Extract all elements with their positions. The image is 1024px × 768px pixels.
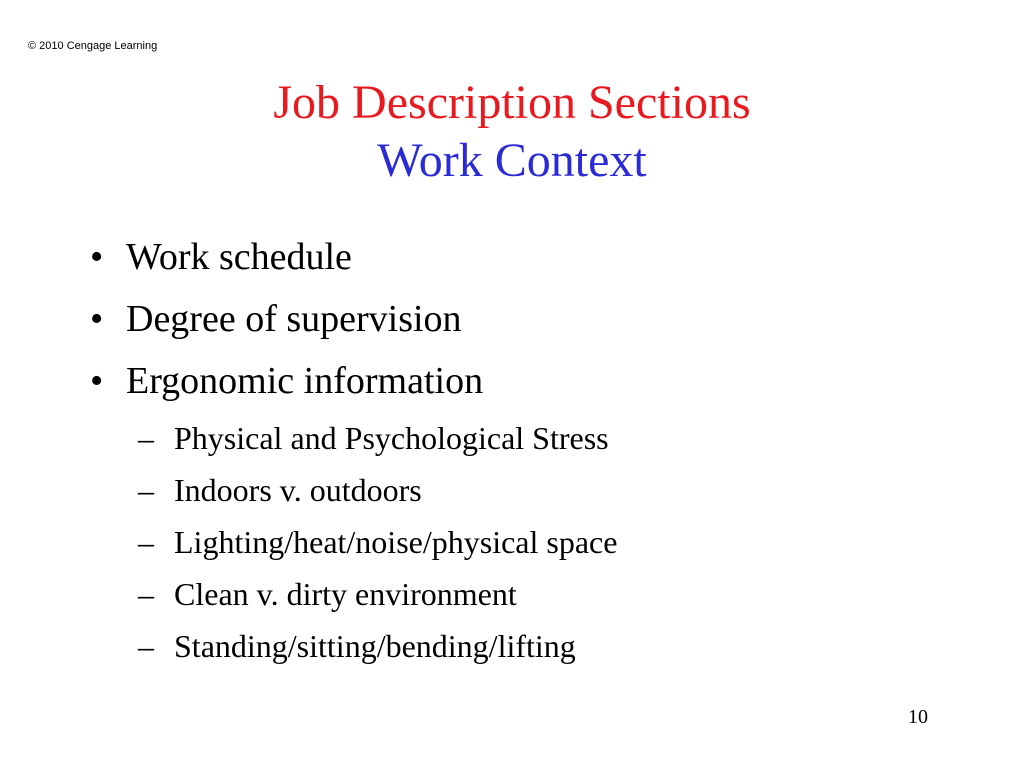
dash-icon: –	[138, 420, 154, 456]
bullet-text: Degree of supervision	[126, 298, 462, 340]
bullet-item	[90, 226, 617, 288]
title-block	[0, 74, 1024, 190]
bullet-item	[90, 350, 617, 672]
sub-bullet-item	[126, 412, 617, 464]
dash-icon: –	[138, 472, 154, 508]
bullet-dot-icon: •	[90, 236, 104, 278]
sub-bullet-text: Lighting/heat/noise/physical space	[174, 524, 618, 560]
sub-bullet-text: Standing/sitting/bending/lifting	[174, 628, 576, 664]
sub-bullet-text: Indoors v. outdoors	[174, 472, 422, 508]
sub-bullet-item	[126, 464, 617, 516]
bullet-dot-icon: •	[90, 298, 104, 340]
page-number: 10	[908, 706, 928, 728]
bullet-text: Ergonomic information	[126, 360, 484, 402]
bullet-list	[90, 226, 617, 672]
slide-title: Job Description Sections	[273, 76, 751, 129]
dash-icon: –	[138, 628, 154, 664]
bullet-dot-icon: •	[90, 360, 104, 402]
sub-bullet-item	[126, 620, 617, 672]
sub-bullet-text: Physical and Psychological Stress	[174, 420, 609, 456]
dash-icon: –	[138, 576, 154, 612]
sub-bullet-item	[126, 568, 617, 620]
dash-icon: –	[138, 524, 154, 560]
sub-bullet-text: Clean v. dirty environment	[174, 576, 517, 612]
bullet-item	[90, 288, 617, 350]
slide-subtitle: Work Context	[377, 134, 647, 187]
sub-bullet-item	[126, 516, 617, 568]
bullet-text: Work schedule	[126, 236, 352, 278]
sub-bullet-list	[126, 412, 617, 672]
copyright-notice: © 2010 Cengage Learning	[28, 40, 158, 52]
